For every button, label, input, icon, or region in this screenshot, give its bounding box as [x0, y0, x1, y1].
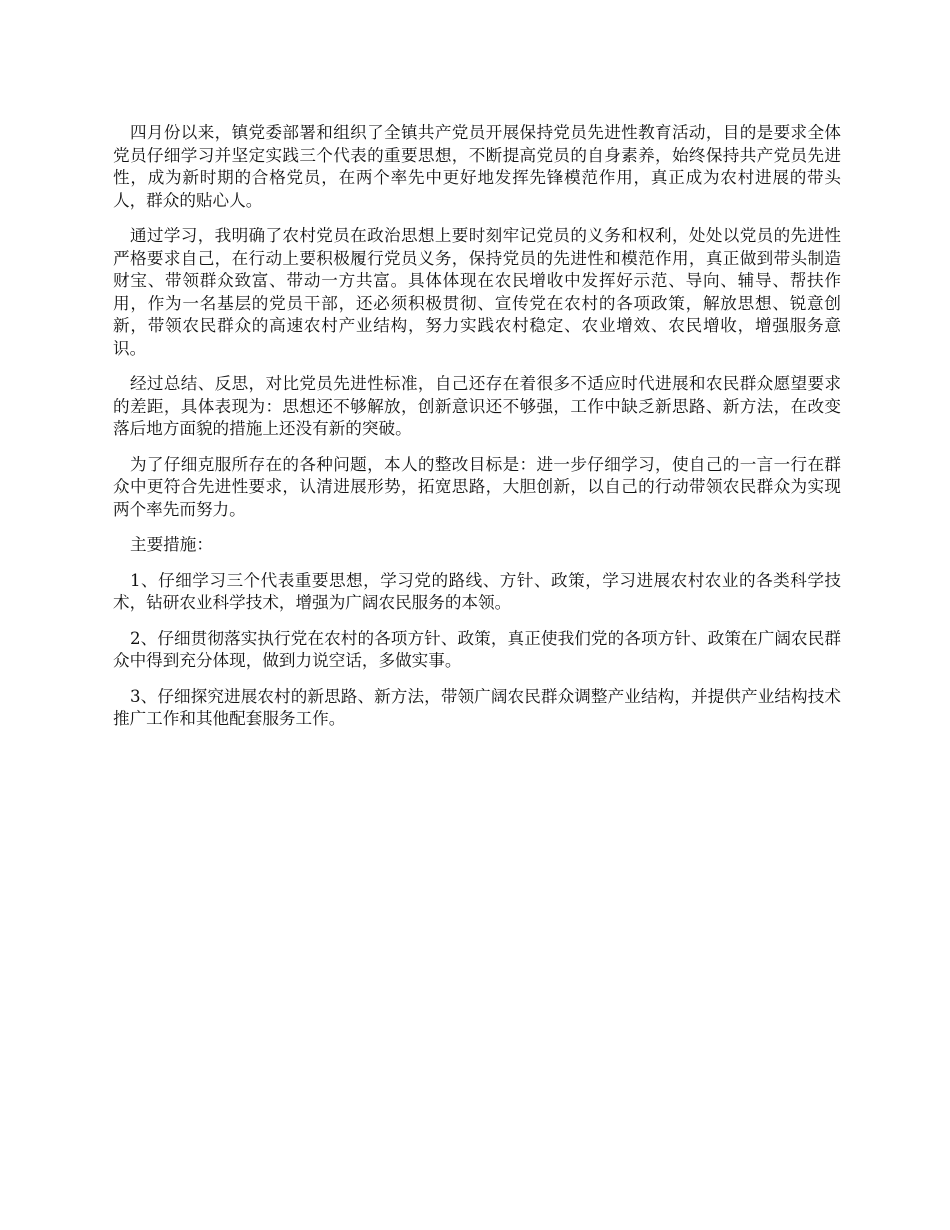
paragraph-measures-heading: 主要措施：: [130, 535, 213, 554]
paragraph-intro: 四月份以来，镇党委部署和组织了全镇共产党员开展保持党员先进性教育活动，目的是要求全体党员仔细学习并坚定实践三个代表的重要思想，不断提高党员的自身素养，始终保持共产党员先进性，成为新时期的合格党员，在两个率先中更好地发挥先锋模范作用，真正成为农村进展的带头人，群众的贴心人。: [113, 123, 841, 210]
paragraph-reflection: 经过总结、反思，对比党员先进性标准，自己还存在着很多不适应时代进展和农民群众愿望要求的差距，具体表现为：思想还不够解放，创新意识还不够强，工作中缺乏新思路、新方法，在改变落后地方面貌的措施上还没有新的突破。: [113, 374, 841, 438]
paragraph-measure-1: 1、仔细学习三个代表重要思想，学习党的路线、方针、政策，学习进展农村农业的各类科学技术，钻研农业科学技术，增强为广阔农民服务的本领。: [113, 570, 841, 612]
paragraph-measure-2: 2、仔细贯彻落实执行党在农村的各项方针、政策，真正使我们党的各项方针、政策在广阔农民群众中得到充分体现，做到力说空话，多做实事。: [113, 628, 841, 670]
paragraph-goal: 为了仔细克服所存在的各种问题，本人的整改目标是：进一步仔细学习，使自己的一言一行在群众中更符合先进性要求，认清进展形势，拓宽思路，大胆创新，以自己的行动带领农民群众为实现两个率先而努力。: [113, 454, 841, 519]
document-body: [113, 122, 841, 744]
paragraph-measure-3: 3、仔细探究进展农村的新思路、新方法，带领广阔农民群众调整产业结构，并提供产业结构技术推广工作和其他配套服务工作。: [113, 686, 841, 728]
paragraph-study: 通过学习，我明确了农村党员在政治思想上要时刻牢记党员的义务和权利，处处以党员的先进性严格要求自己，在行动上要积极履行党员义务，保持党员的先进性和模范作用，真正做到带头制造财宝、带领群众致富、带动一方共富。具体体现在农民增收中发挥好示范、导向、辅导、帮扶作用，作为一名基层的党员干部，还必须积极贯彻、宣传党在农村的各项政策，解放思想、锐意创新，带领农民群众的高速农村产业结构，努力实践农村稳定、农业增效、农民增收，增强服务意识。: [113, 226, 841, 358]
